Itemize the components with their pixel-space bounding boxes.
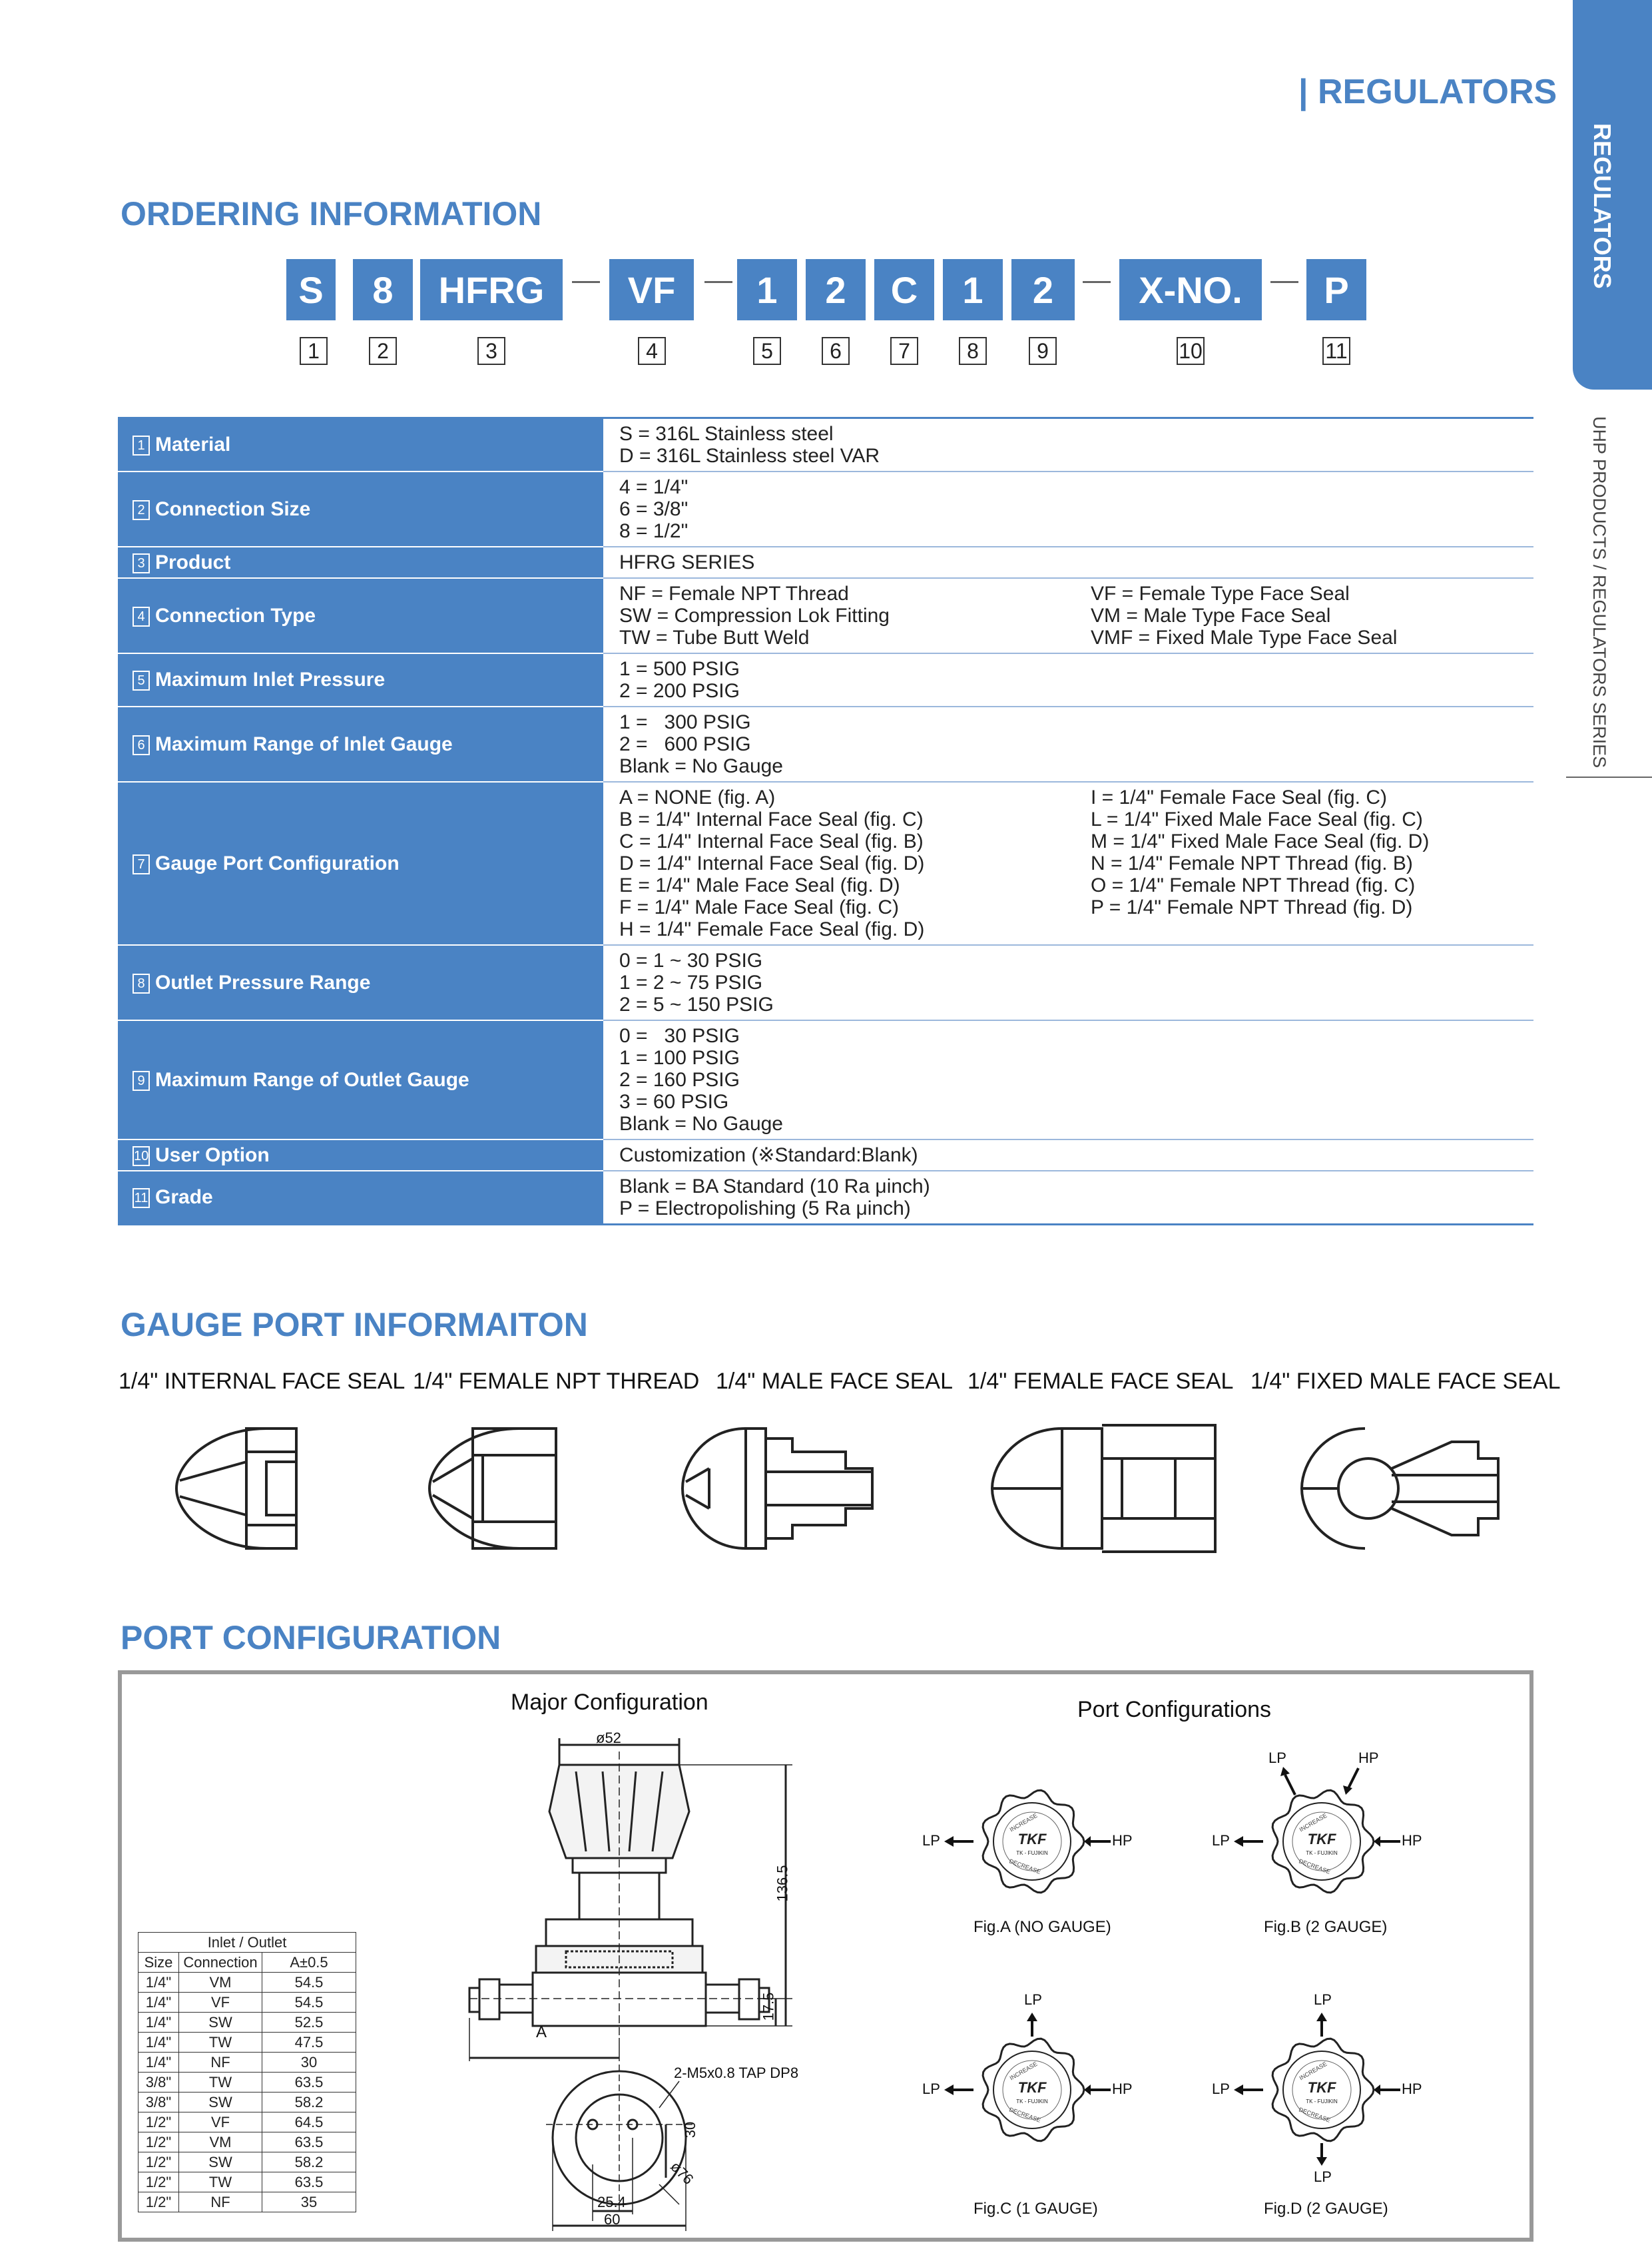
row-values: NF = Female NPT Thread SW = Compression Lok Fitting TW = Tube Butt Weld VF = Female Type Face Seal VM = Male Type Face Seal VMF = Fixed Male Type Face Seal [619,583,1398,649]
row-label: 9 Maximum Range of Outlet Gauge [118,1020,603,1139]
knob-brand-text: TKF [1307,1831,1336,1847]
row-values: Blank = BA Standard (10 Ra μinch) P = Electropolishing (5 Ra μinch) [619,1175,930,1219]
label-lp-gauge: LP [1024,1991,1042,2008]
row-label: 5 Maximum Inlet Pressure [118,653,603,707]
female-npt-drawing [429,1429,556,1548]
code-index-8: 8 [959,337,987,365]
table-row: 1/2" NF 35 [138,2192,356,2212]
knob-increase-text: INCREASE [1008,2060,1039,2082]
knob-sub-text: TK - FUJIKIN [1016,1850,1048,1856]
knob-figure-1 [932,1742,1132,1941]
table-header-row [138,1953,356,1973]
row-values: 4 = 1/4" 6 = 3/8" 8 = 1/2" [619,476,688,542]
hp-arrowhead-icon [1374,2085,1380,2095]
label-lp: LP [922,1832,940,1849]
label-lp: LP [1212,2081,1230,2097]
code-box-7: C [874,259,934,320]
label-lp: LP [922,2081,940,2097]
table-row [118,472,1533,547]
label-lp: LP [1212,1832,1230,1849]
row-label: 3 Product [118,547,603,578]
knob-brand-text: TKF [1017,2079,1047,2096]
code-dash [1270,281,1298,283]
hp-arrowhead-icon [1084,2085,1091,2095]
port-config-heading: PORT CONFIGURATION [121,1619,501,1656]
dim-tap: 2-M5x0.8 TAP DP8 [674,2065,799,2081]
knob-brand-text: TKF [1017,1831,1047,1847]
row-values: 1 = 500 PSIG 2 = 200 PSIG [619,658,740,702]
inlet-outlet-table [138,1932,356,2212]
code-box-6: 2 [806,259,866,320]
code-index-1: 1 [300,337,328,365]
label-lp-gauge: LP [1268,1750,1286,1766]
table-row: 1/4" NF 30 [138,2053,356,2073]
dim-diameter-52: ø52 [596,1730,621,1746]
row-values: S = 316L Stainless steel D = 316L Stainless steel VAR [619,423,880,467]
row-values: Customization (※Standard:Blank) [619,1144,918,1166]
code-index-6: 6 [822,337,850,365]
code-box-5: 1 [737,259,797,320]
code-index-4: 4 [638,337,666,365]
table-row: 1/4" VF 54.5 [138,1993,356,2013]
knob-increase-text: INCREASE [1298,1811,1328,1833]
code-index-7: 7 [890,337,918,365]
code-index-11: 11 [1322,337,1350,365]
code-box-10: X-NO. [1119,259,1262,320]
section-label: | REGULATORS [1298,73,1557,111]
internal-face-seal-drawing [176,1429,296,1548]
table-row [118,1020,1533,1139]
table-row [118,1171,1533,1225]
io-header-a: A±0.5 [262,1953,356,1973]
port-configs-title: Port Configurations [1077,1697,1272,1722]
row-values: 0 = 30 PSIG 1 = 100 PSIG 2 = 160 PSIG 3 = 60 PSIG Blank = No Gauge [619,1025,783,1135]
row-label: 11 Grade [118,1171,603,1225]
fig-caption-4: Fig.D (2 GAUGE) [1264,2200,1388,2218]
gauge-port-label-1: 1/4" INTERNAL FACE SEAL [119,1369,406,1394]
code-index-9: 9 [1029,337,1057,365]
knob-figure-2 [1222,1742,1422,1941]
hp-gauge-arrow-icon [1348,1768,1358,1788]
knob-figure-3 [932,1990,1132,2190]
female-face-seal-drawing [992,1425,1215,1552]
regulator-dimension-drawing [459,1725,832,2231]
lp-gauge-arrow-icon [1285,1775,1295,1795]
table-row: 1/2" TW 63.5 [138,2172,356,2192]
code-box-8: 1 [943,259,1003,320]
io-header-connection: Connection [179,1953,262,1973]
table-row: 1/2" SW 58.2 [138,2152,356,2172]
major-config-title: Major Configuration [511,1690,708,1715]
lp-arrowhead-icon [1234,2085,1243,2095]
row-label: 7 Gauge Port Configuration [118,782,603,945]
row-values: 0 = 1 ~ 30 PSIG 1 = 2 ~ 75 PSIG 2 = 5 ~ 150 PSIG [619,950,774,1016]
knob-decrease-text: DECREASE [1298,2106,1332,2124]
code-box-11: P [1306,259,1366,320]
table-row [118,547,1533,578]
dim-a: A [536,2023,547,2041]
hp-arrowhead-icon [1374,1836,1380,1847]
table-row: 3/8" SW 58.2 [138,2093,356,2112]
row-label: 4 Connection Type [118,578,603,653]
label-hp: HP [1402,1832,1422,1849]
dim-height-136: 136.5 [774,1865,791,1902]
dim-height-17: 17.5 [760,1992,777,2021]
label-hp: HP [1112,2081,1133,2097]
table-row: 1/2" VM 63.5 [138,2132,356,2152]
table-row [118,653,1533,707]
gauge-port-label-4: 1/4" FEMALE FACE SEAL [967,1369,1234,1394]
code-index-2: 2 [369,337,397,365]
code-box-1: S [286,259,336,320]
io-header-size: Size [138,1953,179,1973]
side-tab-label[interactable]: REGULATORS [1589,123,1616,289]
table-row [118,578,1533,653]
table-row: 1/2" VF 64.5 [138,2112,356,2132]
dim-diameter-76: ø76 [667,2158,697,2188]
table-row: 1/4" VM 54.5 [138,1973,356,1993]
lp-arrowhead-icon [944,2085,954,2095]
row-label: 8 Outlet Pressure Range [118,945,603,1020]
knob-decrease-text: DECREASE [1298,1857,1332,1875]
gauge-port-heading: GAUGE PORT INFORMAITON [121,1306,588,1343]
gauge-port-label-2: 1/4" FEMALE NPT THREAD [413,1369,700,1394]
table-row: 3/8" TW 63.5 [138,2073,356,2093]
knob-decrease-text: DECREASE [1008,1857,1042,1875]
code-index-5: 5 [753,337,781,365]
code-box-4: VF [609,259,694,320]
code-dash [1083,281,1111,283]
row-values: HFRG SERIES [619,551,755,573]
code-dash [704,281,732,283]
gauge-port-label-3: 1/4" MALE FACE SEAL [716,1369,954,1394]
table-row [118,707,1533,782]
ordering-heading: ORDERING INFORMATION [121,195,542,232]
knob-increase-text: INCREASE [1298,2060,1328,2082]
row-label: 6 Maximum Range of Inlet Gauge [118,707,603,782]
label-lp-gauge: LP [1314,1991,1332,2008]
knob-sub-text: TK - FUJIKIN [1306,1850,1338,1856]
gauge-port-drawings [166,1422,1538,1555]
io-table-caption: Inlet / Outlet [138,1933,356,1953]
side-divider [1566,777,1652,778]
row-label: 1 Material [118,418,603,472]
fixed-male-face-seal-drawing [1302,1429,1498,1548]
table-row [118,945,1533,1020]
row-values: A = NONE (fig. A) B = 1/4" Internal Face Seal (fig. C) C = 1/4" Internal Face Seal (fig. B) D = 1/4" Internal Face Seal (fig. D) E = 1/4" Male Face Seal (fig. D) F = 1/4" Male Face Seal (fig. C) H = 1/4" Female Face Seal (fig. D) I = 1/4" Female Face Seal (fig. C) L = 1/4" Fixed Male Face Seal (fig. C) M = 1/4" Fixed Male Face Seal (fig. D) N = 1/4" Female NPT Thread (fig. B) O = 1/4" Female NPT Thread (fig. C) P = 1/4" Female NPT Thread (fig. D) [619,787,1430,940]
row-label: 10 User Option [118,1139,603,1171]
lp-arrowhead-icon [1234,1836,1243,1847]
code-box-3: HFRG [420,259,563,320]
label-lp-gauge-bottom: LP [1314,2168,1332,2185]
row-label: 2 Connection Size [118,472,603,547]
lp-arrowhead-icon [944,1836,954,1847]
knob-sub-text: TK - FUJIKIN [1306,2098,1338,2104]
knob-brand-text: TKF [1307,2079,1336,2096]
hp-arrowhead-icon [1084,1836,1091,1847]
knob-increase-text: INCREASE [1008,1811,1039,1833]
label-hp: HP [1402,2081,1422,2097]
dim-60: 60 [604,2211,621,2228]
table-row [118,782,1533,945]
table-row: 1/4" TW 47.5 [138,2033,356,2053]
dim-30: 30 [682,2121,699,2138]
code-index-10: 10 [1177,337,1205,365]
gauge-port-label-5: 1/4" FIXED MALE FACE SEAL [1250,1369,1561,1394]
table-row: 1/4" SW 52.5 [138,2013,356,2033]
male-face-seal-drawing [683,1429,872,1548]
dim-25: 25.4 [597,2194,626,2210]
fig-caption-3: Fig.C (1 GAUGE) [973,2200,1098,2218]
knob-sub-text: TK - FUJIKIN [1016,2098,1048,2104]
table-row [118,1139,1533,1171]
fig-caption-1: Fig.A (NO GAUGE) [973,1918,1111,1936]
code-index-3: 3 [477,337,505,365]
ordering-table [118,417,1533,1225]
fig-caption-2: Fig.B (2 GAUGE) [1264,1918,1388,1936]
code-box-9: 2 [1011,259,1075,320]
row-values: 1 = 300 PSIG 2 = 600 PSIG Blank = No Gauge [619,711,783,777]
code-box-2: 8 [353,259,413,320]
code-dash [572,281,600,283]
side-subsection-label: UHP PRODUCTS / REGULATORS SERIES [1589,416,1609,769]
table-row [118,418,1533,472]
label-hp-gauge: HP [1358,1750,1379,1766]
knob-figure-4 [1222,1990,1422,2190]
knob-decrease-text: DECREASE [1008,2106,1042,2124]
label-hp: HP [1112,1832,1133,1849]
